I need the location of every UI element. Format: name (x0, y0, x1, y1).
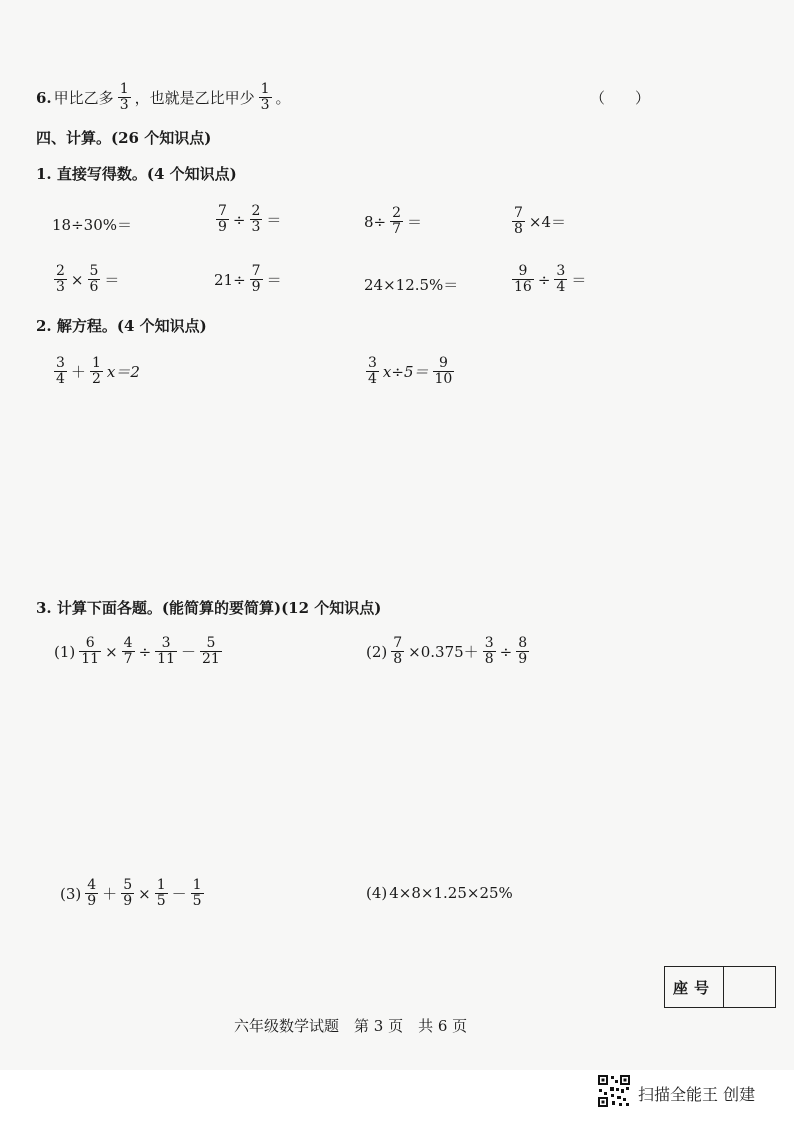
fraction: $\frac{5}{21}$ (202, 635, 220, 667)
subsection-title: 1. 直接写得数。(4 个知识点) (36, 165, 237, 183)
fraction: $\frac{1}{5}$ (192, 877, 202, 909)
calc-item: $\frac{2}{3}$ × $\frac{5}{6}$ ＝ (56, 263, 120, 295)
question-text: 。 (275, 88, 291, 107)
fraction: $\frac{1}{5}$ (156, 877, 166, 909)
question-6 (36, 82, 291, 113)
calc-problem-2: (2) $\frac{7}{8}$ ×0.375＋ $\frac{3}{8}$ ÷ $\frac{8}{9}$ (366, 635, 528, 667)
fraction: $\frac{7}{9}$ (218, 203, 227, 235)
fraction: $\frac{4}{7}$ (123, 635, 133, 667)
fraction: $\frac{6}{11}$ (81, 635, 100, 667)
calc-item: 24×12.5%＝ (364, 276, 459, 294)
fraction: $\frac{5}{6}$ (89, 263, 99, 295)
equation: $\frac{3}{4}$ ＋ $\frac{1}{2}$ x＝2 (56, 355, 140, 387)
section-title: 四、计算。(26 个知识点) (36, 129, 212, 147)
calc-item: 18÷30%＝ (52, 216, 132, 234)
fraction: $\frac{1}{3}$ (119, 81, 129, 113)
calc-item: 21÷ $\frac{7}{9}$ ＝ (214, 263, 282, 295)
seat-number-box (664, 966, 776, 1008)
seat-number-label: 座号 (665, 967, 724, 1007)
qr-code-icon (597, 1074, 631, 1108)
subsection-title: 2. 解方程。(4 个知识点) (36, 317, 207, 335)
answer-parentheses[interactable]: （ ） (590, 89, 651, 107)
question-text: 甲比乙多 (53, 88, 114, 107)
fraction: $\frac{3}{4}$ (56, 355, 65, 387)
fraction: $\frac{4}{9}$ (87, 877, 97, 909)
calc-problem-3: (3) $\frac{4}{9}$ ＋ $\frac{5}{9}$ × $\frac{1}{5}$ － $\frac{1}{5}$ (60, 877, 202, 909)
scanner-watermark: 扫描全能王 创建 (638, 1085, 756, 1104)
equation: $\frac{3}{4}$ x÷5＝ $\frac{9}{10}$ (368, 355, 453, 387)
fraction: $\frac{1}{3}$ (260, 81, 270, 113)
fraction: $\frac{3}{4}$ (368, 355, 377, 387)
fraction: $\frac{9}{10}$ (434, 355, 453, 387)
calc-item: $\frac{7}{9}$ ÷ $\frac{2}{3}$ ＝ (218, 203, 282, 235)
fraction: $\frac{1}{2}$ (91, 355, 101, 387)
calc-problem-1: (1) $\frac{6}{11}$ × $\frac{4}{7}$ ÷ $\frac{3}{11}$ － $\frac{5}{21}$ (54, 635, 220, 667)
fraction: $\frac{5}{9}$ (123, 877, 133, 909)
fraction: $\frac{8}{9}$ (518, 635, 528, 667)
subsection-title: 3. 计算下面各题。(能简算的要简算)(12 个知识点) (36, 599, 382, 617)
calc-item: $\frac{7}{8}$ ×4＝ (514, 205, 567, 237)
fraction: $\frac{3}{11}$ (157, 635, 175, 667)
seat-number-field[interactable] (724, 967, 775, 1007)
calc-item: $\frac{9}{16}$ ÷ $\frac{3}{4}$ ＝ (514, 263, 587, 295)
page-footer: 六年级数学试题 第 3 页 共 6 页 (234, 1017, 468, 1035)
fraction: $\frac{3}{8}$ (484, 635, 494, 667)
calc-item: 8÷ $\frac{2}{7}$ ＝ (364, 205, 423, 237)
question-number: 6. (36, 88, 52, 107)
fraction: $\frac{2}{3}$ (251, 203, 261, 235)
fraction: $\frac{7}{9}$ (251, 263, 261, 295)
fraction: $\frac{2}{3}$ (56, 263, 65, 295)
fraction: $\frac{2}{7}$ (392, 205, 402, 237)
fraction: $\frac{9}{16}$ (514, 263, 532, 295)
fraction: $\frac{7}{8}$ (514, 205, 523, 237)
question-text: ，也就是乙比甲少 (134, 88, 255, 107)
fraction: $\frac{3}{4}$ (556, 263, 566, 295)
fraction: $\frac{7}{8}$ (393, 635, 403, 667)
calc-problem-4: (4) 4×8×1.25×25% (366, 884, 513, 902)
